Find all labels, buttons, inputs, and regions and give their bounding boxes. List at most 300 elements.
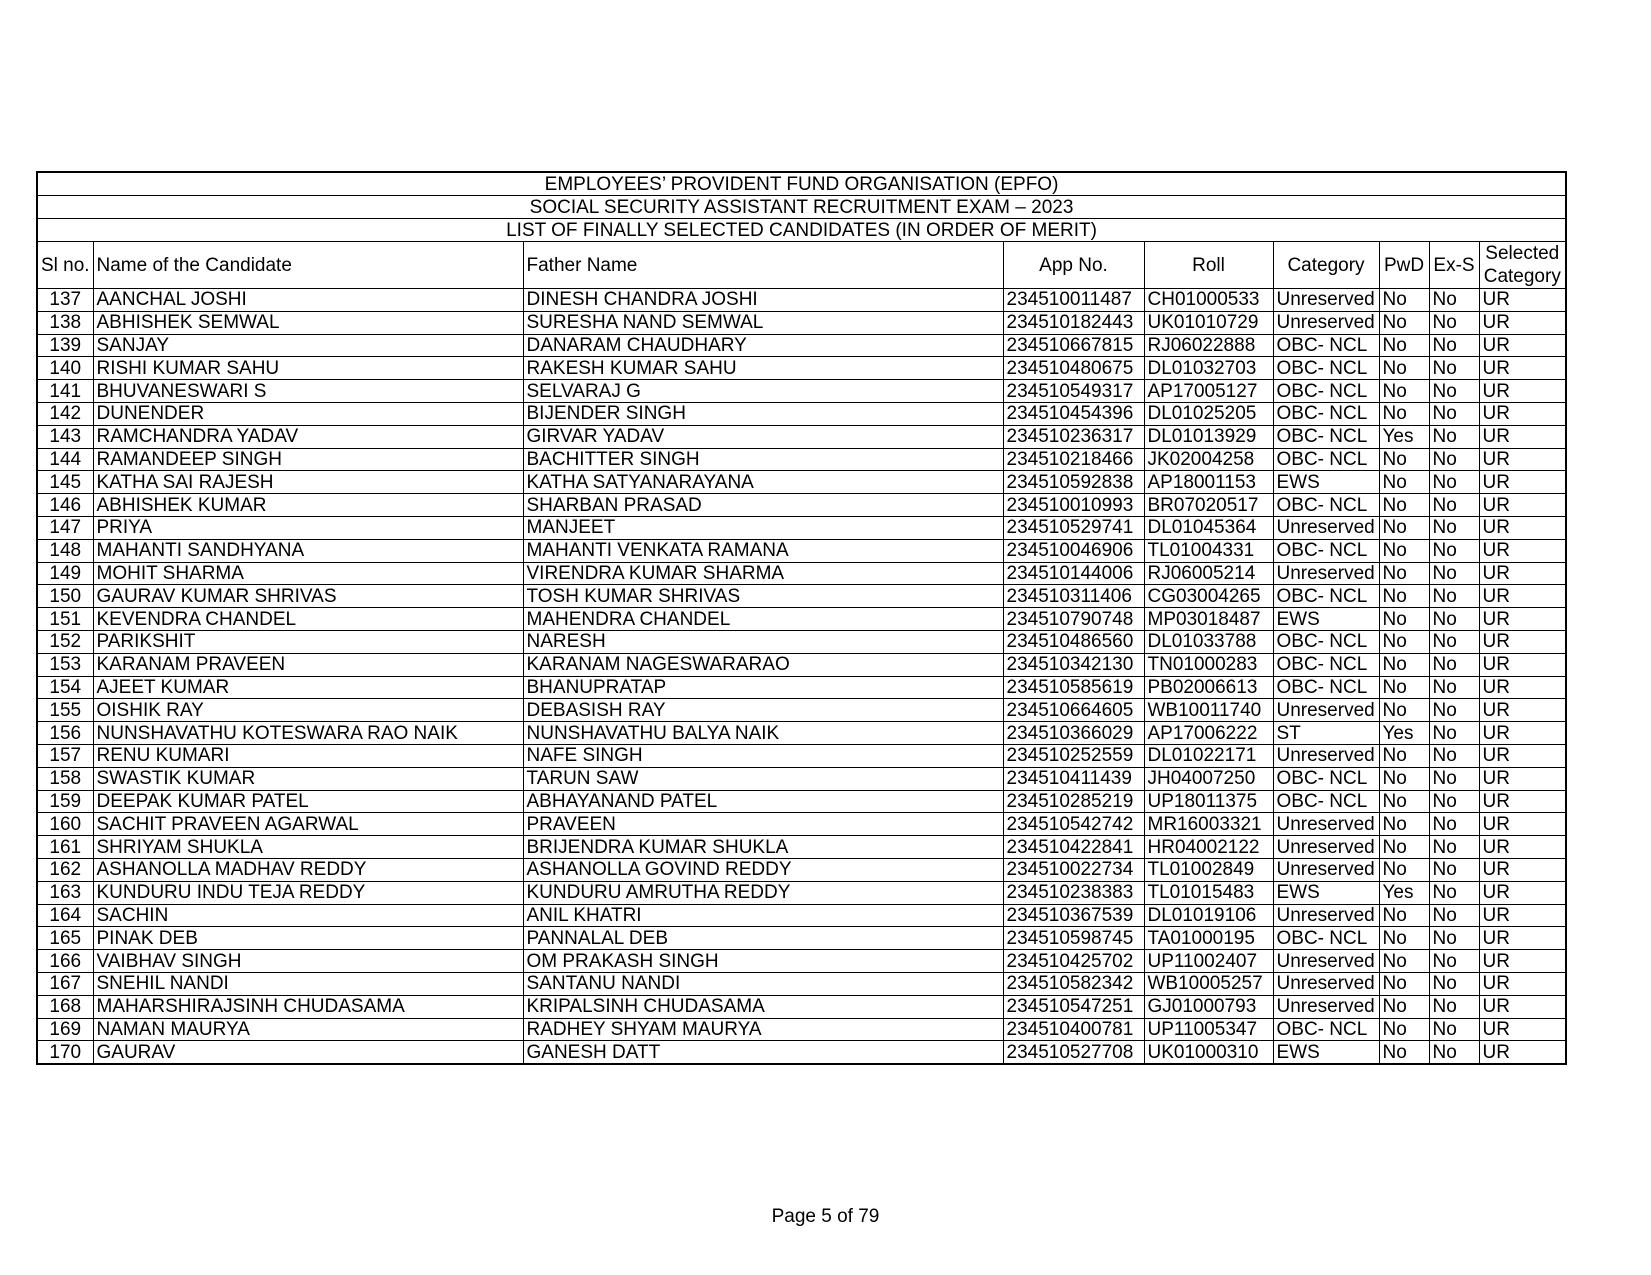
cell-category: OBC- NCL [1273,676,1379,699]
cell-pwd: No [1379,927,1429,950]
cell-selected: UR [1479,995,1566,1018]
cell-app: 234510236317 [1003,425,1144,448]
cell-father: SHARBAN PRASAD [523,494,1003,517]
cell-name: MOHIT SHARMA [93,562,523,585]
cell-category: OBC- NCL [1273,630,1379,653]
cell-app: 234510547251 [1003,995,1144,1018]
cell-name: VAIBHAV SINGH [93,950,523,973]
cell-roll: DL01032703 [1144,357,1273,380]
cell-father: MAHANTI VENKATA RAMANA [523,539,1003,562]
cell-category: OBC- NCL [1273,357,1379,380]
cell-father: NARESH [523,630,1003,653]
cell-exs: No [1429,790,1479,813]
table-row [37,402,1566,425]
column-header-row [37,242,1566,289]
cell-father: NUNSHAVATHU BALYA NAIK [523,722,1003,745]
cell-category: Unreserved [1273,744,1379,767]
cell-name: KATHA SAI RAJESH [93,471,523,494]
cell-name: GAURAV KUMAR SHRIVAS [93,585,523,608]
cell-roll: WB10005257 [1144,972,1273,995]
cell-name: ABHISHEK KUMAR [93,494,523,517]
cell-exs: No [1429,881,1479,904]
cell-category: Unreserved [1273,836,1379,859]
cell-pwd: No [1379,562,1429,585]
cell-category: OBC- NCL [1273,927,1379,950]
cell-selected: UR [1479,448,1566,471]
cell-father: TARUN SAW [523,767,1003,790]
cell-sl: 148 [37,539,93,562]
table-row [37,836,1566,859]
cell-father: BRIJENDRA KUMAR SHUKLA [523,836,1003,859]
cell-name: SANJAY [93,334,523,357]
cell-roll: JH04007250 [1144,767,1273,790]
cell-pwd: No [1379,813,1429,836]
table-row [37,950,1566,973]
page-number: Page 5 of 79 [771,1206,880,1227]
table-body [37,289,1566,1065]
cell-pwd: No [1379,311,1429,334]
cell-app: 234510790748 [1003,608,1144,631]
table-row [37,608,1566,631]
cell-roll: UP11002407 [1144,950,1273,973]
table-row [37,995,1566,1018]
cell-sl: 163 [37,881,93,904]
cell-selected: UR [1479,585,1566,608]
cell-sl: 160 [37,813,93,836]
cell-category: OBC- NCL [1273,402,1379,425]
cell-category: Unreserved [1273,858,1379,881]
cell-app: 234510182443 [1003,311,1144,334]
table-row [37,448,1566,471]
cell-father: KUNDURU AMRUTHA REDDY [523,881,1003,904]
cell-roll: DL01045364 [1144,516,1273,539]
cell-sl: 170 [37,1041,93,1064]
cell-pwd: No [1379,653,1429,676]
cell-sl: 143 [37,425,93,448]
cell-name: DEEPAK KUMAR PATEL [93,790,523,813]
cell-father: BHANUPRATAP [523,676,1003,699]
cell-roll: TL01002849 [1144,858,1273,881]
cell-roll: AP17006222 [1144,722,1273,745]
cell-sl: 144 [37,448,93,471]
cell-roll: TL01015483 [1144,881,1273,904]
cell-pwd: No [1379,972,1429,995]
cell-pwd: No [1379,904,1429,927]
cell-exs: No [1429,494,1479,517]
cell-selected: UR [1479,311,1566,334]
table-row [37,722,1566,745]
cell-name: SHRIYAM SHUKLA [93,836,523,859]
cell-exs: No [1429,722,1479,745]
cell-app: 234510582342 [1003,972,1144,995]
cell-sl: 165 [37,927,93,950]
table-row [37,357,1566,380]
cell-pwd: No [1379,1041,1429,1064]
cell-roll: UP18011375 [1144,790,1273,813]
cell-exs: No [1429,425,1479,448]
cell-name: NUNSHAVATHU KOTESWARA RAO NAIK [93,722,523,745]
table-row [37,653,1566,676]
cell-selected: UR [1479,972,1566,995]
cell-pwd: No [1379,676,1429,699]
cell-father: BIJENDER SINGH [523,402,1003,425]
cell-category: EWS [1273,471,1379,494]
cell-pwd: No [1379,995,1429,1018]
cell-father: DANARAM CHAUDHARY [523,334,1003,357]
cell-father: KATHA SATYANARAYANA [523,471,1003,494]
table-row [37,904,1566,927]
cell-sl: 167 [37,972,93,995]
cell-category: ST [1273,722,1379,745]
cell-category: Unreserved [1273,311,1379,334]
table-row [37,425,1566,448]
cell-sl: 157 [37,744,93,767]
cell-app: 234510527708 [1003,1041,1144,1064]
cell-roll: UP11005347 [1144,1018,1273,1041]
cell-category: OBC- NCL [1273,425,1379,448]
cell-name: PINAK DEB [93,927,523,950]
cell-exs: No [1429,289,1479,312]
cell-sl: 153 [37,653,93,676]
cell-father: ABHAYANAND PATEL [523,790,1003,813]
cell-name: RAMANDEEP SINGH [93,448,523,471]
cell-name: DUNENDER [93,402,523,425]
cell-sl: 152 [37,630,93,653]
cell-sl: 166 [37,950,93,973]
cell-app: 234510585619 [1003,676,1144,699]
cell-sl: 137 [37,289,93,312]
cell-app: 234510411439 [1003,767,1144,790]
cell-name: AJEET KUMAR [93,676,523,699]
cell-exs: No [1429,402,1479,425]
cell-app: 234510022734 [1003,858,1144,881]
cell-app: 234510667815 [1003,334,1144,357]
col-header-father: Father Name [523,242,1003,289]
cell-selected: UR [1479,813,1566,836]
cell-name: SNEHIL NANDI [93,972,523,995]
cell-name: RAMCHANDRA YADAV [93,425,523,448]
table-row [37,1041,1566,1064]
cell-pwd: No [1379,790,1429,813]
cell-category: OBC- NCL [1273,767,1379,790]
table-row [37,858,1566,881]
cell-selected: UR [1479,950,1566,973]
cell-selected: UR [1479,562,1566,585]
cell-roll: TN01000283 [1144,653,1273,676]
table-row [37,562,1566,585]
table-row [37,790,1566,813]
cell-father: MAHENDRA CHANDEL [523,608,1003,631]
cell-selected: UR [1479,790,1566,813]
cell-app: 234510425702 [1003,950,1144,973]
cell-roll: BR07020517 [1144,494,1273,517]
table-row [37,585,1566,608]
cell-father: TOSH KUMAR SHRIVAS [523,585,1003,608]
cell-name: KUNDURU INDU TEJA REDDY [93,881,523,904]
cell-selected: UR [1479,767,1566,790]
cell-pwd: Yes [1379,425,1429,448]
cell-sl: 150 [37,585,93,608]
cell-pwd: No [1379,357,1429,380]
cell-father: OM PRAKASH SINGH [523,950,1003,973]
cell-app: 234510400781 [1003,1018,1144,1041]
cell-father: VIRENDRA KUMAR SHARMA [523,562,1003,585]
organisation-title: EMPLOYEES’ PROVIDENT FUND ORGANISATION (EPFO) [37,172,1566,196]
cell-name: OISHIK RAY [93,699,523,722]
table-row [37,539,1566,562]
table-row [37,676,1566,699]
cell-category: Unreserved [1273,950,1379,973]
cell-name: PRIYA [93,516,523,539]
cell-roll: RJ06022888 [1144,334,1273,357]
cell-exs: No [1429,516,1479,539]
cell-app: 234510366029 [1003,722,1144,745]
cell-pwd: No [1379,950,1429,973]
cell-app: 234510367539 [1003,904,1144,927]
cell-selected: UR [1479,539,1566,562]
col-header-pwd: PwD [1379,242,1429,289]
cell-name: SACHIN [93,904,523,927]
cell-app: 234510046906 [1003,539,1144,562]
cell-father: KRIPALSINH CHUDASAMA [523,995,1003,1018]
cell-sl: 154 [37,676,93,699]
cell-pwd: No [1379,539,1429,562]
cell-roll: UK01010729 [1144,311,1273,334]
cell-name: BHUVANESWARI S [93,380,523,403]
cell-selected: UR [1479,653,1566,676]
cell-father: ANIL KHATRI [523,904,1003,927]
cell-category: Unreserved [1273,516,1379,539]
cell-category: Unreserved [1273,699,1379,722]
cell-pwd: No [1379,494,1429,517]
cell-selected: UR [1479,1018,1566,1041]
col-header-sl: Sl no. [37,242,93,289]
cell-exs: No [1429,995,1479,1018]
cell-app: 234510422841 [1003,836,1144,859]
cell-roll: MR16003321 [1144,813,1273,836]
cell-roll: RJ06005214 [1144,562,1273,585]
table-row [37,311,1566,334]
cell-exs: No [1429,972,1479,995]
cell-category: EWS [1273,881,1379,904]
cell-app: 234510486560 [1003,630,1144,653]
cell-app: 234510664605 [1003,699,1144,722]
cell-sl: 168 [37,995,93,1018]
cell-exs: No [1429,608,1479,631]
cell-sl: 139 [37,334,93,357]
cell-sl: 147 [37,516,93,539]
cell-sl: 155 [37,699,93,722]
cell-app: 234510144006 [1003,562,1144,585]
cell-pwd: Yes [1379,722,1429,745]
cell-selected: UR [1479,836,1566,859]
cell-name: ASHANOLLA MADHAV REDDY [93,858,523,881]
cell-selected: UR [1479,608,1566,631]
cell-pwd: No [1379,448,1429,471]
table-row [37,516,1566,539]
cell-selected: UR [1479,402,1566,425]
cell-sl: 142 [37,402,93,425]
cell-selected: UR [1479,744,1566,767]
cell-father: PRAVEEN [523,813,1003,836]
cell-app: 234510218466 [1003,448,1144,471]
table-row [37,972,1566,995]
cell-category: Unreserved [1273,289,1379,312]
exam-title: SOCIAL SECURITY ASSISTANT RECRUITMENT EXAM – 2023 [37,196,1566,219]
cell-exs: No [1429,950,1479,973]
cell-app: 234510598745 [1003,927,1144,950]
cell-sl: 158 [37,767,93,790]
cell-sl: 164 [37,904,93,927]
cell-sl: 161 [37,836,93,859]
cell-selected: UR [1479,494,1566,517]
cell-exs: No [1429,744,1479,767]
cell-category: EWS [1273,1041,1379,1064]
merit-list-table [36,171,1567,1065]
table-row [37,1018,1566,1041]
cell-father: KARANAM NAGESWARARAO [523,653,1003,676]
cell-exs: No [1429,1018,1479,1041]
cell-roll: WB10011740 [1144,699,1273,722]
table-row [37,699,1566,722]
cell-app: 234510311406 [1003,585,1144,608]
cell-pwd: No [1379,1018,1429,1041]
cell-father: NAFE SINGH [523,744,1003,767]
cell-pwd: No [1379,334,1429,357]
cell-category: OBC- NCL [1273,380,1379,403]
cell-sl: 156 [37,722,93,745]
cell-father: DEBASISH RAY [523,699,1003,722]
cell-sl: 141 [37,380,93,403]
cell-category: OBC- NCL [1273,539,1379,562]
cell-app: 234510011487 [1003,289,1144,312]
cell-app: 234510342130 [1003,653,1144,676]
cell-category: OBC- NCL [1273,585,1379,608]
cell-pwd: No [1379,608,1429,631]
col-header-category: Category [1273,242,1379,289]
cell-sl: 159 [37,790,93,813]
cell-exs: No [1429,653,1479,676]
table-row [37,630,1566,653]
cell-exs: No [1429,380,1479,403]
cell-exs: No [1429,585,1479,608]
cell-sl: 149 [37,562,93,585]
cell-pwd: No [1379,836,1429,859]
cell-exs: No [1429,311,1479,334]
cell-exs: No [1429,858,1479,881]
cell-exs: No [1429,357,1479,380]
cell-father: SURESHA NAND SEMWAL [523,311,1003,334]
cell-app: 234510549317 [1003,380,1144,403]
table-row [37,494,1566,517]
cell-sl: 138 [37,311,93,334]
cell-roll: DL01022171 [1144,744,1273,767]
cell-app: 234510529741 [1003,516,1144,539]
cell-roll: GJ01000793 [1144,995,1273,1018]
table-row [37,927,1566,950]
cell-selected: UR [1479,904,1566,927]
cell-roll: DL01025205 [1144,402,1273,425]
cell-sl: 146 [37,494,93,517]
cell-selected: UR [1479,858,1566,881]
cell-selected: UR [1479,357,1566,380]
cell-sl: 145 [37,471,93,494]
cell-category: OBC- NCL [1273,494,1379,517]
cell-selected: UR [1479,334,1566,357]
table-row [37,471,1566,494]
table-row [37,813,1566,836]
cell-app: 234510454396 [1003,402,1144,425]
table-row [37,289,1566,312]
cell-selected: UR [1479,881,1566,904]
cell-roll: TA01000195 [1144,927,1273,950]
cell-name: MAHANTI SANDHYANA [93,539,523,562]
cell-pwd: No [1379,767,1429,790]
cell-app: 234510592838 [1003,471,1144,494]
cell-selected: UR [1479,289,1566,312]
cell-exs: No [1429,448,1479,471]
cell-roll: JK02004258 [1144,448,1273,471]
cell-roll: PB02006613 [1144,676,1273,699]
cell-pwd: No [1379,744,1429,767]
cell-selected: UR [1479,516,1566,539]
table-row [37,767,1566,790]
cell-roll: AP18001153 [1144,471,1273,494]
cell-pwd: No [1379,858,1429,881]
cell-category: Unreserved [1273,562,1379,585]
cell-sl: 151 [37,608,93,631]
cell-roll: CH01000533 [1144,289,1273,312]
cell-pwd: No [1379,699,1429,722]
cell-exs: No [1429,927,1479,950]
cell-selected: UR [1479,630,1566,653]
cell-father: DINESH CHANDRA JOSHI [523,289,1003,312]
cell-app: 234510010993 [1003,494,1144,517]
cell-category: Unreserved [1273,972,1379,995]
cell-name: NAMAN MAURYA [93,1018,523,1041]
cell-father: PANNALAL DEB [523,927,1003,950]
list-title: LIST OF FINALLY SELECTED CANDIDATES (IN ORDER OF MERIT) [37,219,1566,242]
cell-pwd: No [1379,289,1429,312]
cell-category: OBC- NCL [1273,1018,1379,1041]
cell-name: MAHARSHIRAJSINH CHUDASAMA [93,995,523,1018]
cell-exs: No [1429,630,1479,653]
cell-roll: DL01033788 [1144,630,1273,653]
cell-father: SANTANU NANDI [523,972,1003,995]
cell-selected: UR [1479,380,1566,403]
cell-father: SELVARAJ G [523,380,1003,403]
cell-app: 234510238383 [1003,881,1144,904]
cell-category: Unreserved [1273,995,1379,1018]
cell-pwd: No [1379,471,1429,494]
cell-pwd: No [1379,402,1429,425]
cell-roll: CG03004265 [1144,585,1273,608]
cell-category: Unreserved [1273,813,1379,836]
cell-pwd: No [1379,585,1429,608]
cell-roll: DL01019106 [1144,904,1273,927]
col-header-name: Name of the Candidate [93,242,523,289]
table-row [37,380,1566,403]
cell-category: OBC- NCL [1273,790,1379,813]
cell-selected: UR [1479,676,1566,699]
cell-name: PARIKSHIT [93,630,523,653]
cell-selected: UR [1479,471,1566,494]
cell-father: GANESH DATT [523,1041,1003,1064]
cell-exs: No [1429,471,1479,494]
cell-name: ABHISHEK SEMWAL [93,311,523,334]
cell-exs: No [1429,767,1479,790]
cell-category: OBC- NCL [1273,334,1379,357]
